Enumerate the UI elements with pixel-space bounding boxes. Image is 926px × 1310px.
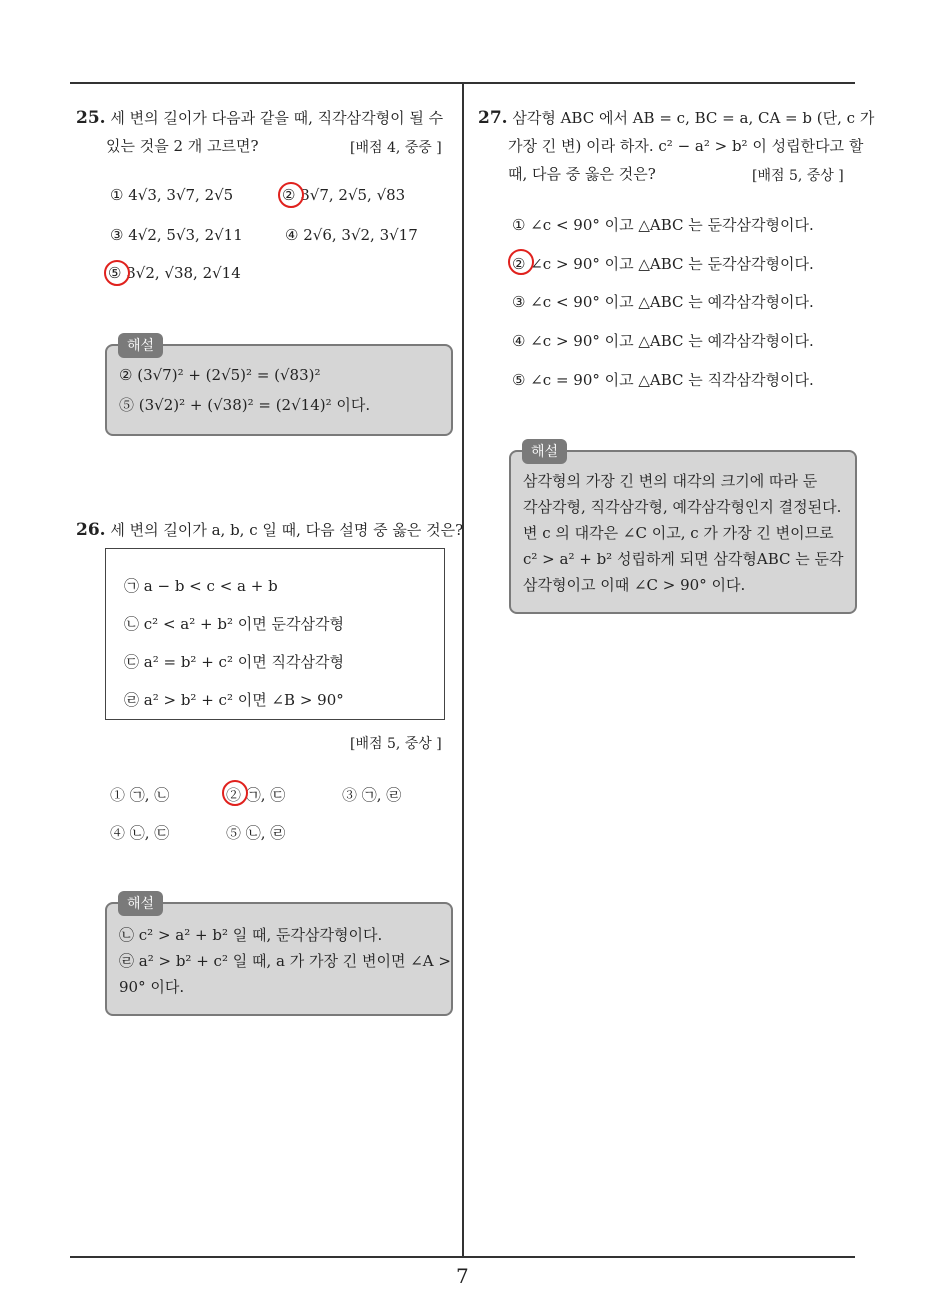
q26-expl-line1: ㉡ c² > a² + b² 일 때, 둔각삼각형이다. — [119, 926, 383, 944]
bottom-rule — [70, 1256, 855, 1258]
q26-option-1[interactable]: ① ㉠, ㉡ — [110, 786, 170, 804]
q25-option-2[interactable]: ② 3√7, 2√5, √83 — [282, 186, 406, 204]
q25-option-1[interactable]: ① 4√3, 3√7, 2√5 — [110, 186, 234, 204]
q25-line1: 세 변의 길이가 다음과 같을 때, 직각삼각형이 될 수 — [110, 109, 444, 127]
q27-line2: 가장 긴 변) 이라 하자. c² − a² > b² 이 성립한다고 할 — [508, 137, 864, 155]
q27-stem — [478, 104, 875, 132]
q27-explanation-box — [509, 450, 857, 614]
q25-line2: 있는 것을 2 개 고르면? — [106, 137, 259, 155]
q26-expl-line3: 90° 이다. — [119, 978, 185, 996]
q25-stem — [76, 104, 458, 132]
q27-option-3[interactable]: ③ ∠c < 90° 이고 △ABC 는 예각삼각형이다. — [512, 293, 814, 311]
q25-score: [배점 4, 중중 ] — [350, 140, 442, 156]
q27-expl-line2: 각삼각형, 직각삼각형, 예각삼각형인지 결정된다. — [523, 498, 842, 516]
q26-expl-line2: ㉣ a² > b² + c² 일 때, a 가 가장 긴 변이면 ∠A > — [119, 952, 451, 970]
q25-explanation-tag: 해설 — [118, 333, 163, 358]
q26-statement-box — [105, 548, 445, 720]
column-divider — [462, 82, 464, 1257]
q25-expl-line1: ② (3√7)² + (2√5)² = (√83)² — [119, 366, 321, 384]
q26-statement-2: ㉡ c² < a² + b² 이면 둔각삼각형 — [124, 615, 344, 633]
q25-option-4[interactable]: ④ 2√6, 3√2, 3√17 — [285, 226, 418, 244]
page-number: 7 — [456, 1264, 469, 1288]
q27-expl-line1: 삼각형의 가장 긴 변의 대각의 크기에 따라 둔 — [523, 472, 818, 490]
q25-option-5[interactable]: ⑤ 3√2, √38, 2√14 — [108, 264, 241, 282]
q27-option-4[interactable]: ④ ∠c > 90° 이고 △ABC 는 예각삼각형이다. — [512, 332, 814, 350]
q27-option-1[interactable]: ① ∠c < 90° 이고 △ABC 는 둔각삼각형이다. — [512, 216, 814, 234]
q25-number: 25. — [76, 108, 106, 128]
q25-answer-mark-2 — [278, 182, 304, 208]
q27-number: 27. — [478, 108, 508, 128]
q27-option-5[interactable]: ⑤ ∠c = 90° 이고 △ABC 는 직각삼각형이다. — [512, 371, 814, 389]
q27-line1: 삼각형 ABC 에서 AB = c, BC = a, CA = b (단, c 가 — [512, 109, 875, 127]
q26-option-2[interactable]: ② ㉠, ㉢ — [226, 786, 286, 804]
q26-option-4[interactable]: ④ ㉡, ㉢ — [110, 824, 170, 842]
q27-expl-line3: 변 c 의 대각은 ∠C 이고, c 가 가장 긴 변이므로 — [523, 524, 834, 542]
q27-answer-mark-2 — [508, 249, 534, 275]
q27-line3: 때, 다음 중 옳은 것은? — [508, 165, 656, 183]
q26-explanation-tag: 해설 — [118, 891, 163, 916]
q26-option-3[interactable]: ③ ㉠, ㉣ — [342, 786, 402, 804]
q26-explanation-box — [105, 902, 453, 1016]
q27-score: [배점 5, 중상 ] — [752, 168, 844, 184]
q25-answer-mark-5 — [104, 260, 130, 286]
q27-expl-line5: 삼각형이고 이때 ∠C > 90° 이다. — [523, 576, 746, 594]
q27-explanation-tag: 해설 — [522, 439, 567, 464]
q27-option-2[interactable]: ② ∠c > 90° 이고 △ABC 는 둔각삼각형이다. — [512, 255, 814, 273]
q25-option-3[interactable]: ③ 4√2, 5√3, 2√11 — [110, 226, 243, 244]
q26-statement-3: ㉢ a² = b² + c² 이면 직각삼각형 — [124, 653, 344, 671]
q26-stem — [76, 516, 464, 544]
q26-number: 26. — [76, 520, 106, 540]
q26-score: [배점 5, 중상 ] — [350, 736, 442, 752]
q26-option-5[interactable]: ⑤ ㉡, ㉣ — [226, 824, 286, 842]
q27-expl-line4: c² > a² + b² 성립하게 되면 삼각형ABC 는 둔각 — [523, 550, 844, 568]
q26-statement-4: ㉣ a² > b² + c² 이면 ∠B > 90° — [124, 691, 344, 709]
q26-statement-1: ㉠ a − b < c < a + b — [124, 577, 278, 595]
q26-line1: 세 변의 길이가 a, b, c 일 때, 다음 설명 중 옳은 것은? — [110, 521, 464, 539]
q25-expl-line2: ⑤ (3√2)² + (√38)² = (2√14)² 이다. — [119, 396, 371, 414]
q26-answer-mark-2 — [222, 780, 248, 806]
